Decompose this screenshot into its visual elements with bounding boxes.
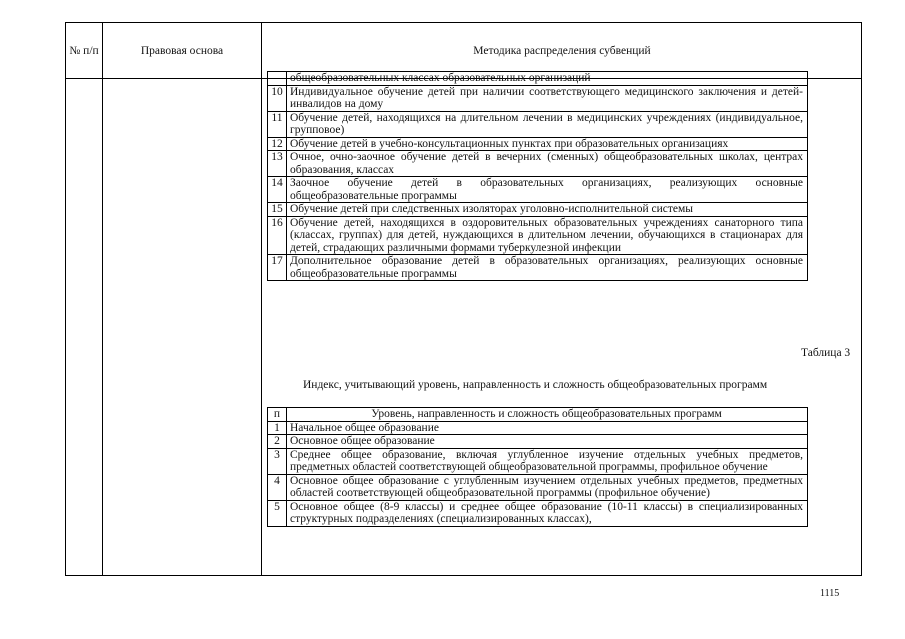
row-number: 4 (268, 474, 287, 500)
row-text: Начальное общее образование (287, 421, 808, 435)
row-number: 14 (268, 177, 287, 203)
table-row (268, 72, 808, 86)
subvention-table (267, 71, 808, 281)
table-row (268, 111, 808, 137)
table-row (268, 177, 808, 203)
row-text: Очное, очно-заочное обучение детей в вечерних (сменных) общеобразовательных школах, центрах образования, классах (287, 151, 808, 177)
table-row (268, 474, 808, 500)
row-text: Обучение детей при следственных изоляторах уголовно-исполнительной системы (287, 203, 808, 217)
row-number: 3 (268, 448, 287, 474)
index-table (267, 407, 808, 527)
table-row (268, 255, 808, 281)
row-number: 16 (268, 216, 287, 255)
header-cell-level: Уровень, направленность и сложность общеобразовательных программ (287, 408, 808, 422)
page-number: 1115 (820, 588, 840, 599)
row-number: 2 (268, 435, 287, 449)
column-divider (102, 23, 103, 575)
table-row (268, 448, 808, 474)
row-text: Обучение детей в учебно-консультационных пунктах при образовательных организациях (287, 137, 808, 151)
row-number: 1 (268, 421, 287, 435)
row-text: Основное общее образование с углубленным изучением отдельных учебных предметов, предметных областей соответствующей общеобразовательной программы (профильное обучение) (287, 474, 808, 500)
row-text: Обучение детей, находящихся в оздоровительных образовательных учреждениях санаторного типа (классах, группах) для детей, нуждающихся в длительном лечении, обучающихся в стационарах для детей, страдающих различными формами туберкулезной инфекции (287, 216, 808, 255)
row-number: 11 (268, 111, 287, 137)
row-text: Обучение детей, находящихся на длительном лечении в медицинских учреждениях (индивидуальное, групповое) (287, 111, 808, 137)
table-row (268, 435, 808, 449)
row-text: Индивидуальное обучение детей при наличии соответствующего медицинского заключения и детей-инвалидов на дому (287, 85, 808, 111)
row-number: 15 (268, 203, 287, 217)
table-row (268, 151, 808, 177)
row-number: 13 (268, 151, 287, 177)
row-number: 5 (268, 500, 287, 526)
column-divider (261, 23, 262, 575)
table-title: Индекс, учитывающий уровень, направленность и сложность общеобразовательных программ (303, 379, 768, 391)
header-num: № п/п (69, 44, 99, 57)
row-number: 12 (268, 137, 287, 151)
header-legal-basis: Правовая основа (140, 44, 224, 57)
table-row (268, 137, 808, 151)
table-row (268, 421, 808, 435)
table-row (268, 85, 808, 111)
main-table-frame (65, 22, 862, 576)
row-text: Дополнительное образование детей в образовательных организациях, реализующих основные общеобразовательные программы (287, 255, 808, 281)
row-text: Заочное обучение детей в образовательных организациях, реализующих основные общеобразовательные программы (287, 177, 808, 203)
row-text: общеобразовательных классах образовательных организаций (287, 72, 808, 86)
table-row (268, 203, 808, 217)
row-text: Среднее общее образование, включая углубленное изучение отдельных учебных предметов, предметных областей соответствующей общеобразовательной программы, профильное обучение (287, 448, 808, 474)
row-number (268, 72, 287, 86)
table-label: Таблица 3 (801, 347, 851, 359)
row-number: 17 (268, 255, 287, 281)
table-row (268, 216, 808, 255)
table-row (268, 500, 808, 526)
row-number: 10 (268, 85, 287, 111)
header-method: Методика распределения субвенций (473, 44, 651, 57)
row-text: Основное общее (8-9 классы) и среднее общее образование (10-11 классы) в специализированных структурных подразделениях (специализированных классах), (287, 500, 808, 526)
header-cell-n: п (268, 408, 287, 422)
table-header-row (268, 408, 808, 422)
row-text: Основное общее образование (287, 435, 808, 449)
